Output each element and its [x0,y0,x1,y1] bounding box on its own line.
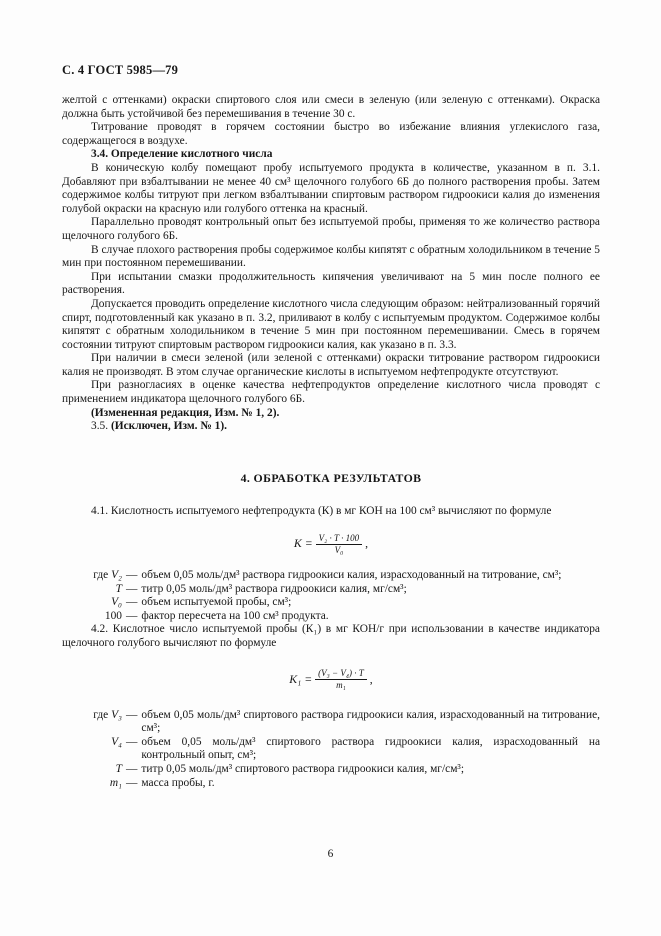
definition-text: объем 0,05 моль/дм³ раствора гидроокиси калия, израсходованный на титрование, см³; [141,569,562,582]
formula-fraction [316,533,362,556]
symbol-text: V₃ [111,708,122,721]
formula-acidity [62,519,600,569]
formula-acid-number [62,651,600,709]
section-3-5 [62,420,600,434]
section-3-4-title: 3.4. Определение кислотного числа [91,148,273,161]
definition-item [62,569,600,583]
definition-text: титр 0,05 моль/дм³ раствора гидроокиси калия, мг/см³; [141,582,407,595]
definition-item [62,596,600,610]
definition-text: титр 0,05 моль/дм³ спиртового раствора гидроокиси калия, мг/см³; [141,762,464,775]
formula-tail: , [369,671,373,686]
definition-item [62,777,600,791]
edition-note: (Измененная редакция, Изм. № 1, 2). [91,406,280,419]
where-word: где [93,569,109,582]
paragraph: Допускается проводить определение кислотного числа следующим образом: нейтрализованный горячий спирт, подготовленный как указано в п. 3.2, приливают в колбу с испытуемым продуктом. Содержимое колбы кипятят с обратным холодильником в течение 5 мин при постоянном перемешивании. Смесь в горячем состоянии титруют спиртовым раствором гидроокиси калия, как указано в п. 3.3. [62,297,600,351]
definition-item [62,736,600,763]
definitions-list-2 [62,709,600,791]
dash: — [126,596,138,609]
paragraph: При наличии в смеси зеленой (или зеленой с оттенками) окраски титрование раствором гидроокиси калия не производят. В этом случае органические кислоты в испытуемом нефтепродукте отсутствуют. [62,352,600,378]
page-header: С. 4 ГОСТ 5985—79 [62,63,179,77]
definition-symbol: 100 [104,609,122,622]
definition-text: объем 0,05 моль/дм³ спиртового раствора гидроокиси калия, израсходованный на контрольный опыт, см³; [141,735,600,762]
paragraph: Титрование проводят в горячем состоянии быстро во избежание влияния углекислого газа, содержащегося в воздухе. [62,121,600,147]
definition-item [62,763,600,777]
definition-symbol: T [115,762,122,775]
dash: — [126,762,138,775]
formula-denominator: m₁ [336,680,346,691]
symbol-text: V₂ [111,569,122,582]
definition-text: масса пробы, г. [141,776,215,789]
definition-text: фактор пересчета на 100 см³ продукта. [141,609,329,622]
dash: — [126,735,138,748]
definition-symbol [62,569,122,583]
section-3-5-text: (Исключен, Изм. № 1). [110,420,227,433]
definition-item [62,709,600,736]
paragraph-4-1: 4.1. Кислотность испытуемого нефтепродукта (К) в мг КОН на 100 см³ вычисляют по формуле [91,505,552,518]
dash: — [126,708,138,721]
definition-text: объем 0,05 моль/дм³ спиртового раствора гидроокиси калия, израсходованный на титрование, см³; [141,708,600,735]
formula-lhs: K₁ = [289,671,313,686]
definition-symbol: m₁ [109,776,122,789]
definition-text: объем испытуемой пробы, см³; [141,596,292,609]
paragraph: В коническую колбу помещают пробу испытуемого продукта в количестве, указанном в п. 3.1. Добавляют при взбалтывании не менее 40 см³ щелочного голубого 6Б до полного растворения пробы. Затем содержимое колбы титруют при легком взбалтывании спиртовым раствором гидроокиси калия до изменения голубой окраски на красную или голубого оттенка на красный. [62,161,600,215]
formula-lhs: K = [293,536,313,551]
paragraph: В случае плохого растворения пробы содержимое колбы кипятят с обратным холодильником в течение 5 мин при постоянном перемешивании. [62,243,600,270]
definition-item [62,610,600,624]
section-4-title: 4. ОБРАБОТКА РЕЗУЛЬТАТОВ [240,470,422,485]
formula-denominator: V₀ [334,544,344,555]
formula-fraction [315,668,367,691]
definition-symbol: V₀ [111,596,122,609]
paragraph: При испытании смазки продолжительность кипячения увеличивают на 5 мин после полного ее растворения. [62,270,600,297]
definition-symbol [62,709,122,736]
document-body [62,94,600,790]
where-word: где [93,708,109,721]
formula-numerator: (V₃ − V₄) · T [315,668,367,680]
definition-item [62,583,600,597]
dash: — [126,609,138,622]
definition-symbol: V₄ [111,735,122,748]
dash: — [126,569,138,582]
section-3-5-number: 3.5. [91,420,109,433]
paragraph: При разногласиях в оценке качества нефтепродуктов определение кислотного числа проводят с применением индикатора щелочного голубого 6Б. [62,379,600,406]
dash: — [126,582,138,595]
formula-tail: , [365,536,369,551]
definition-symbol: T [115,582,122,595]
paragraph-4-2: 4.2. Кислотное число испытуемой пробы (К₁) в мг КОН/г при использовании в качестве индикатора щелочного голубого вычисляют по формуле [62,623,600,649]
paragraph: желтой с оттенками) окраски спиртового слоя или смеси в зеленую (или зеленую с оттенками). Окраска должна быть устойчивой без перемешивания в течение 30 с. [62,94,600,120]
definitions-list-1 [62,569,600,623]
page-number: 6 [327,848,334,860]
formula-numerator: V₂ · T · 100 [316,533,362,545]
dash: — [126,776,138,789]
paragraph: Параллельно проводят контрольный опыт без испытуемой пробы, применяя то же количество раствора щелочного голубого 6Б. [62,216,600,242]
